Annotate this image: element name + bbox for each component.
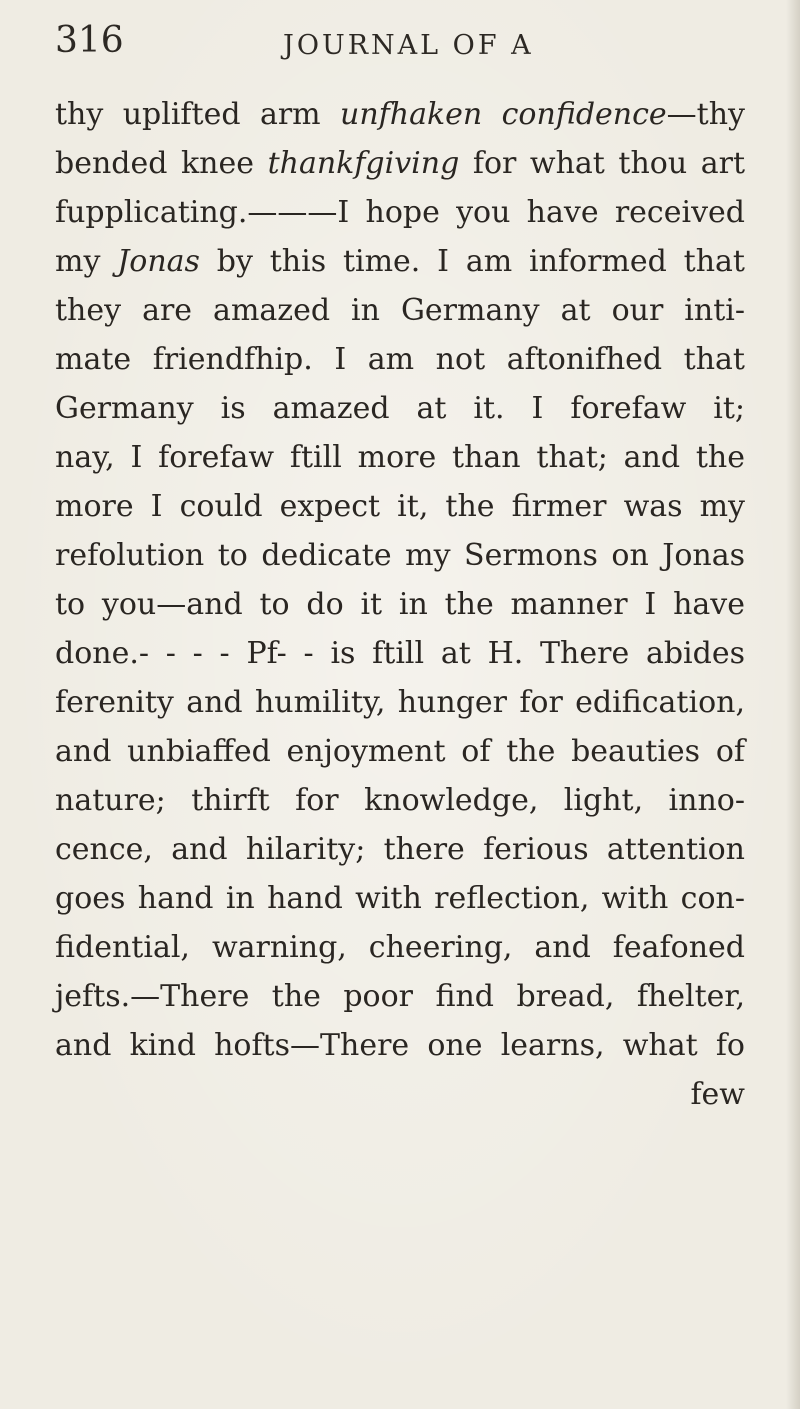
text-line-2: bended knee thankfgiving for what thou art (55, 146, 745, 181)
text-line-16: cence, and hilarity; there ferious attention (55, 832, 745, 867)
text-line-20: and kind hofts—There one learns, what fo (55, 1028, 745, 1063)
page-edge-shadow (786, 0, 800, 1409)
text-line-8: nay, I forefaw ftill more than that; and the (55, 440, 745, 475)
text-line-6: mate friendfhip. I am not aftonifhed that (55, 342, 745, 377)
text-line-17: goes hand in hand with reflection, with con- (55, 881, 745, 916)
text-line-7: Germany is amazed at it. I forefaw it; (55, 391, 745, 426)
page-header (55, 20, 755, 70)
running-head: JOURNAL OF A (283, 30, 534, 61)
text-line-5: they are amazed in Germany at our inti- (55, 293, 745, 328)
text-line-19: jefts.—There the poor find bread, fhelter, (55, 979, 745, 1014)
text-line-4: my Jonas by this time. I am informed that (55, 244, 745, 279)
text-line-13: ferenity and humility, hunger for edification, (55, 685, 745, 720)
text-line-14: and unbiaffed enjoyment of the beauties of (55, 734, 745, 769)
body-text (55, 90, 745, 1119)
text-line-1: thy uplifted arm unfhaken confidence—thy (55, 97, 745, 132)
text-line-3: fupplicating.———I hope you have received (55, 195, 745, 230)
text-line-11: to you—and to do it in the manner I have (55, 587, 745, 622)
text-line-10: refolution to dedicate my Sermons on Jonas (55, 538, 745, 573)
text-line-9: more I could expect it, the firmer was my (55, 489, 745, 524)
page-number: 316 (55, 20, 124, 61)
catchword: few (690, 1077, 745, 1112)
text-line-12: done.- - - - Pf- - is ftill at H. There abides (55, 636, 745, 671)
text-line-15: nature; thirft for knowledge, light, inno- (55, 783, 745, 818)
text-line-18: fidential, warning, cheering, and feafoned (55, 930, 745, 965)
